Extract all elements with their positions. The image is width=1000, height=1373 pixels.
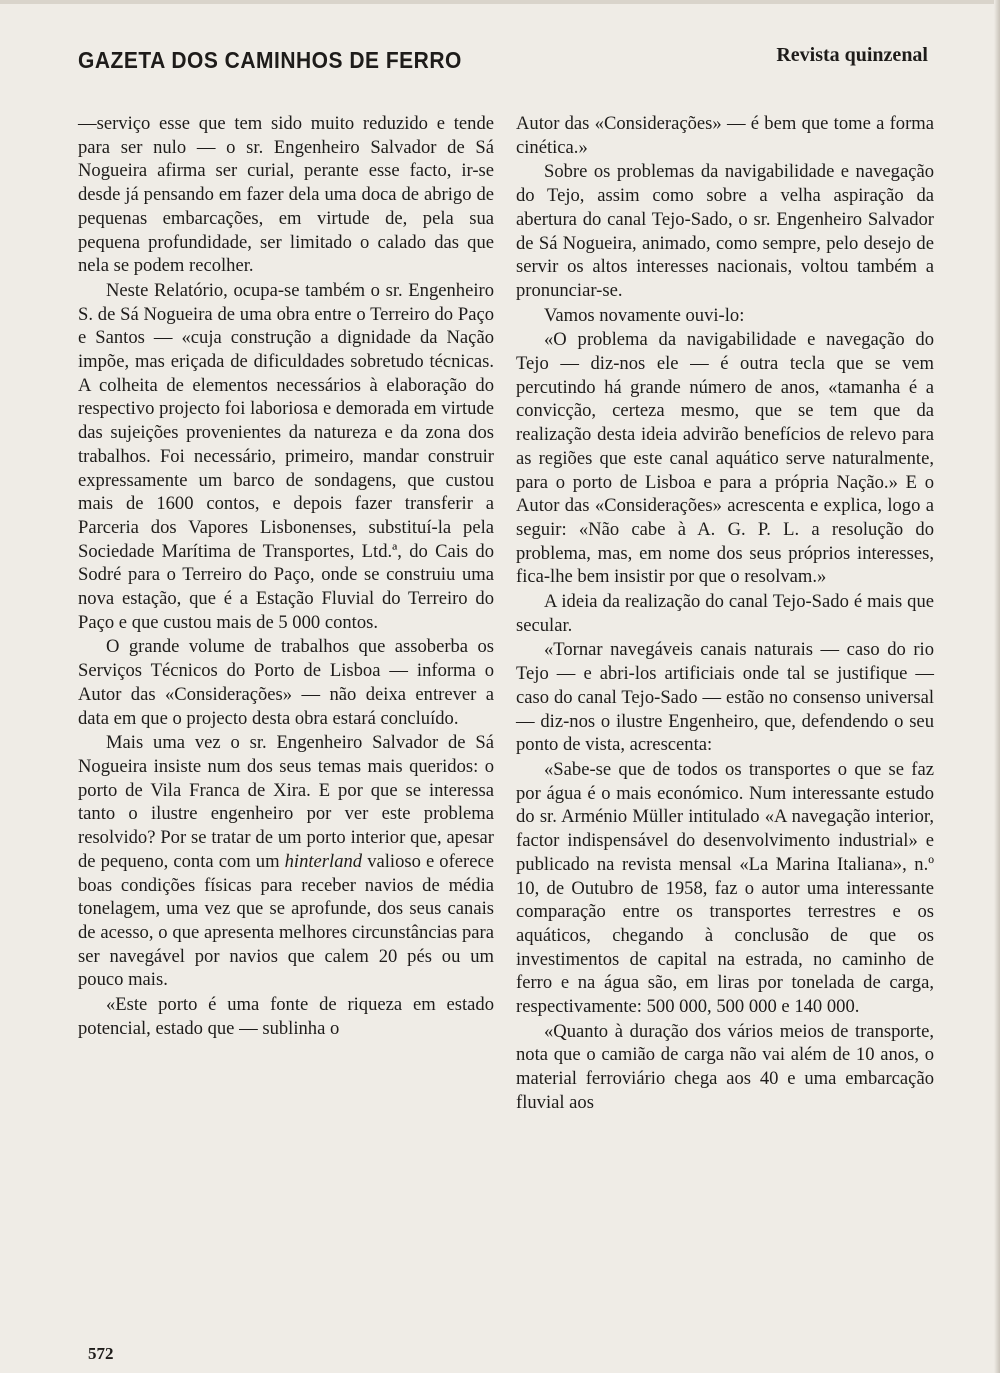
paragraph: «Tornar navegáveis canais naturais — caso do rio Tejo — e abri-los artificiais onde tal se justifique — caso do canal Tejo-Sado — estão no consenso universal — diz-nos o ilustre Engenheiro, que, defendendo o seu ponto de vista, acrescenta: bbox=[516, 639, 934, 756]
paragraph: «Sabe-se que de todos os transportes o que se faz por água é o mais económico. Num interessante estudo do sr. Arménio Müller intitulado «A navegação interior, factor indispensável do desenvolvimento industrial» e publicado na revista mensal «La Marina Italiana», n.º 10, de Outubro de 1958, faz o autor uma interessante comparação entre os transportes terrestres e os aquáticos, chegando à conclusão de que os investimentos de capital na estrada, no caminho de ferro e na água são, em liras por tonelada de carga, respectivamente: 500 000, 500 000 e 140 000. bbox=[516, 758, 934, 1018]
paragraph-text: Mais uma vez o sr. Engenheiro Salvador de Sá Nogueira insiste num dos seus temas mais queridos: o porto de Vila Franca de Xira. E por que se interessa tanto o ilustre engenheiro por ver este problema resolvido? Por se tratar de um porto interior que, apesar de pequeno, conta com um bbox=[78, 732, 494, 872]
italic-term: hinterland bbox=[284, 850, 363, 872]
journal-frequency: Revista quinzenal bbox=[776, 44, 928, 66]
paragraph: Neste Relatório, ocupa-se também o sr. Engenheiro S. de Sá Nogueira de uma obra entre o Terreiro do Paço e Santos — «cuja construção a dignidade da Nação impõe, mas eriçada de dificuldades sobretudo técnicas. A colheita de elementos necessários à elaboração do respectivo projecto foi laboriosa e demorada em virtude das sujeições provenientes da natureza e da zona dos trabalhos. Foi necessário, primeiro, mandar construir expressamente um barco de sondagens, que custou mais de 1600 contos, e depois fazer transferir a Parceria dos Vapores Lisbonenses, substituí-la pela Sociedade Marítima de Transportes, Ltd.ª, do Cais do Sodré para o Terreiro do Paço, onde se construiu uma nova estação, que é a Estação Fluvial do Terreiro do Paço e que custou mais de 5 000 contos. bbox=[78, 279, 494, 633]
paragraph: «Quanto à duração dos vários meios de transporte, nota que o camião de carga não vai além de 10 anos, o material ferroviário chega aos 40 e uma embarcação fluvial aos bbox=[516, 1020, 934, 1113]
page-number: 572 bbox=[88, 1344, 114, 1363]
left-column bbox=[78, 112, 494, 1040]
paragraph: Vamos novamente ouvi-lo: bbox=[544, 304, 745, 326]
right-column bbox=[516, 112, 934, 1115]
paragraph: —serviço esse que tem sido muito reduzido e tende para ser nulo — o sr. Engenheiro Salvador de Sá Nogueira afirma ser curial, perante esse facto, ir-se desde já pensando em fazer dela uma doca de abrigo de pequenas embarcações, em virtude de, pela sua pequena profundidade, ser limitado o calado das que nela se podem recolher. bbox=[78, 113, 494, 277]
paragraph: Autor das «Considerações» — é bem que tome a forma cinética.» bbox=[516, 113, 934, 158]
paragraph bbox=[78, 731, 494, 992]
paragraph: «O problema da navigabilidade e navegação do Tejo — diz-nos ele — é outra tecla que se vem percutindo há grande número de anos, «tamanha é a convicção, certeza mesmo, que se tem que da realização desta ideia advirão benefícios de relevo para as regiões que este canal aquático serve naturalmente, para o porto de Lisboa e para a própria Nação.» E o Autor das «Considerações» acrescenta e explica, logo a seguir: «Não cabe à A. G. P. L. a resolução do problema, mas, em nome dos seus próprios interesses, fica-lhe bem insistir por que o resolvam.» bbox=[516, 329, 934, 588]
page-top-edge bbox=[0, 0, 1000, 4]
paragraph: «Este porto é uma fonte de riqueza em estado potencial, estado que — sublinha o bbox=[78, 994, 494, 1039]
paragraph: O grande volume de trabalhos que assoberba os Serviços Técnicos do Porto de Lisboa — informa o Autor das «Considerações» — não deixa entrever a data em que o projecto desta obra estará concluído. bbox=[78, 636, 494, 729]
journal-title: GAZETA DOS CAMINHOS DE FERRO bbox=[78, 48, 462, 74]
paragraph: Sobre os problemas da navigabilidade e navegação do Tejo, assim como sobre a velha aspiração da abertura do canal Tejo-Sado, o sr. Engenheiro Salvador de Sá Nogueira, animado, como sempre, pelo desejo de servir os altos interesses nacionais, voltou também a pronunciar-se. bbox=[516, 161, 934, 301]
paragraph-text: valioso e oferece boas condições físicas para receber navios de média tonelagem, uma vez que se aprofunde, dos seus canais de acesso, o que apresenta melhores circunstâncias para ser navegável por navios que calem 20 pés ou um pouco mais. bbox=[78, 850, 494, 991]
paragraph: A ideia da realização do canal Tejo-Sado é mais que secular. bbox=[516, 591, 934, 636]
page-right-edge bbox=[994, 0, 1000, 1373]
